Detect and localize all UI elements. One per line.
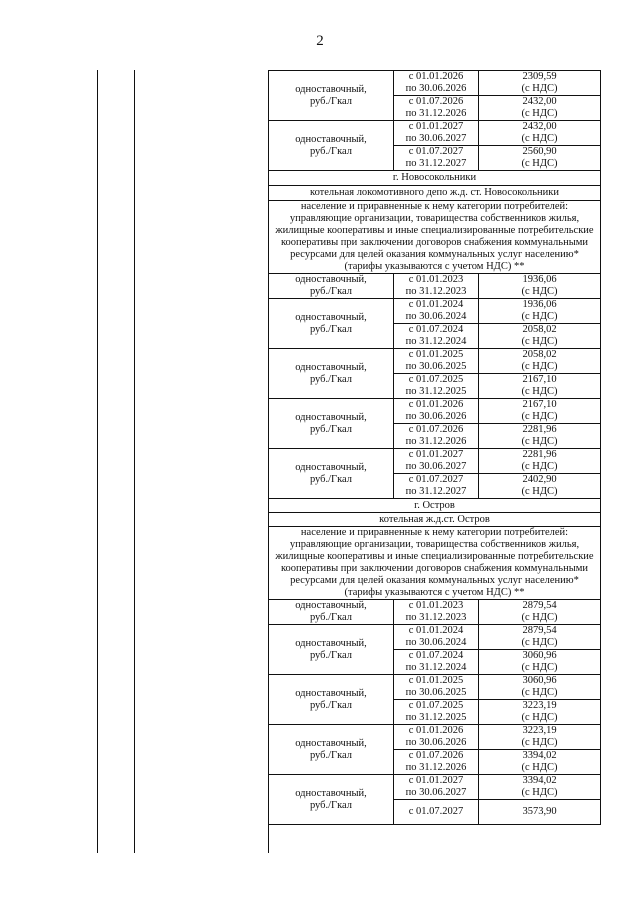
tariff-period: с 01.01.2026 по 30.06.2026 [394, 399, 479, 424]
tariff-period: с 01.07.2024 по 31.12.2024 [394, 324, 479, 349]
tariff-price: 3394,02 (с НДС) [479, 750, 601, 775]
tariff-price: 2281,96 (с НДС) [479, 449, 601, 474]
boiler-name: котельная ж.д.ст. Остров [269, 513, 601, 527]
tariff-type: одноставочный, руб./Гкал [269, 449, 394, 499]
city-name: г. Остров [269, 499, 601, 513]
tariff-price: 3573,90 [479, 800, 601, 825]
tariff-row [269, 675, 601, 700]
tariff-price: 2879,54 (с НДС) [479, 625, 601, 650]
tariff-price: 3394,02 (с НДС) [479, 775, 601, 800]
tariff-price: 2432,00 (с НДС) [479, 121, 601, 146]
tariff-type: одноставочный, руб./Гкал [269, 349, 394, 399]
tariff-period: с 01.01.2024 по 30.06.2024 [394, 299, 479, 324]
tariff-price: 3223,19 (с НДС) [479, 700, 601, 725]
tariff-type: одноставочный, руб./Гкал [269, 299, 394, 349]
boiler-name-row [269, 513, 601, 527]
tariff-price: 3060,96 (с НДС) [479, 650, 601, 675]
boiler-name-row [269, 186, 601, 201]
tariff-type: одноставочный, руб./Гкал [269, 274, 394, 299]
consumer-group-row [269, 201, 601, 274]
tariff-price: 1936,06 (с НДС) [479, 299, 601, 324]
tariff-period: с 01.01.2026 по 30.06.2026 [394, 71, 479, 96]
outer-table-border-left [97, 70, 98, 853]
tariff-period: с 01.01.2026 по 30.06.2026 [394, 725, 479, 750]
outer-table-border-col1 [134, 70, 135, 853]
tariff-row [269, 775, 601, 800]
tariff-row [269, 449, 601, 474]
tariff-period: с 01.01.2023 по 31.12.2023 [394, 600, 479, 625]
tariff-row [269, 71, 601, 96]
tariff-period: с 01.01.2025 по 30.06.2025 [394, 675, 479, 700]
tariff-period: с 01.07.2026 по 31.12.2026 [394, 750, 479, 775]
consumer-group: население и приравненные к нему категории потребителей: управляющие организации, товарищества собственников жилья, жилищные кооперативы и иные специализированные потребительские кооперативы при заключении договоров снабжения коммунальными ресурсами для целей оказания коммунальных услуг населению* (тарифы указываются с учетом НДС) ** [269, 527, 601, 600]
tariff-period: с 01.01.2024 по 30.06.2024 [394, 625, 479, 650]
boiler-name: котельная локомотивного депо ж.д. ст. Новосокольники [269, 186, 601, 201]
tariff-row [269, 725, 601, 750]
tariff-price: 2058,02 (с НДС) [479, 324, 601, 349]
tariff-type: одноставочный, руб./Гкал [269, 600, 394, 625]
tariff-price: 3060,96 (с НДС) [479, 675, 601, 700]
tariff-row [269, 274, 601, 299]
city-name: г. Новосокольники [269, 171, 601, 186]
tariff-type: одноставочный, руб./Гкал [269, 625, 394, 675]
tariff-period: с 01.01.2027 по 30.06.2027 [394, 121, 479, 146]
tariff-price: 2167,10 (с НДС) [479, 399, 601, 424]
tariff-period: с 01.07.2027 по 31.12.2027 [394, 474, 479, 499]
tariff-period: с 01.07.2026 по 31.12.2026 [394, 424, 479, 449]
tariff-period: с 01.07.2025 по 31.12.2025 [394, 374, 479, 399]
tariff-price: 1936,06 (с НДС) [479, 274, 601, 299]
tariff-type: одноставочный, руб./Гкал [269, 675, 394, 725]
tariff-row [269, 399, 601, 424]
tariff-price: 2879,54 (с НДС) [479, 600, 601, 625]
tariff-period: с 01.07.2027 по 31.12.2027 [394, 146, 479, 171]
tariff-period: с 01.07.2027 [394, 800, 479, 825]
tariff-row [269, 299, 601, 324]
tariff-row [269, 121, 601, 146]
tariff-type: одноставочный, руб./Гкал [269, 775, 394, 825]
tariff-price: 2167,10 (с НДС) [479, 374, 601, 399]
tariff-price: 2309,59 (с НДС) [479, 71, 601, 96]
consumer-group-row [269, 527, 601, 600]
tariff-type: одноставочный, руб./Гкал [269, 121, 394, 171]
tariff-row [269, 600, 601, 625]
tariff-price: 2281,96 (с НДС) [479, 424, 601, 449]
tariff-type: одноставочный, руб./Гкал [269, 725, 394, 775]
city-name-row [269, 499, 601, 513]
tariff-period: с 01.01.2027 по 30.06.2027 [394, 449, 479, 474]
tariff-row [269, 625, 601, 650]
tariff-price: 2402,90 (с НДС) [479, 474, 601, 499]
tariff-period: с 01.01.2027 по 30.06.2027 [394, 775, 479, 800]
tariff-type: одноставочный, руб./Гкал [269, 71, 394, 121]
tariff-price: 3223,19 (с НДС) [479, 725, 601, 750]
tariff-table [268, 70, 601, 825]
tariff-row [269, 349, 601, 374]
tariff-period: с 01.07.2024 по 31.12.2024 [394, 650, 479, 675]
tariff-price: 2432,00 (с НДС) [479, 96, 601, 121]
page-number: 2 [316, 33, 324, 49]
consumer-group: население и приравненные к нему категории потребителей: управляющие организации, товарищества собственников жилья, жилищные кооперативы и иные специализированные потребительские кооперативы при заключении договоров снабжения коммунальными ресурсами для целей оказания коммунальных услуг населению* (тарифы указываются с учетом НДС) ** [269, 201, 601, 274]
tariff-price: 2560,90 (с НДС) [479, 146, 601, 171]
tariff-type: одноставочный, руб./Гкал [269, 399, 394, 449]
tariff-price: 2058,02 (с НДС) [479, 349, 601, 374]
tariff-period: с 01.07.2026 по 31.12.2026 [394, 96, 479, 121]
tariff-period: с 01.01.2025 по 30.06.2025 [394, 349, 479, 374]
tariff-period: с 01.01.2023 по 31.12.2023 [394, 274, 479, 299]
city-name-row [269, 171, 601, 186]
tariff-period: с 01.07.2025 по 31.12.2025 [394, 700, 479, 725]
